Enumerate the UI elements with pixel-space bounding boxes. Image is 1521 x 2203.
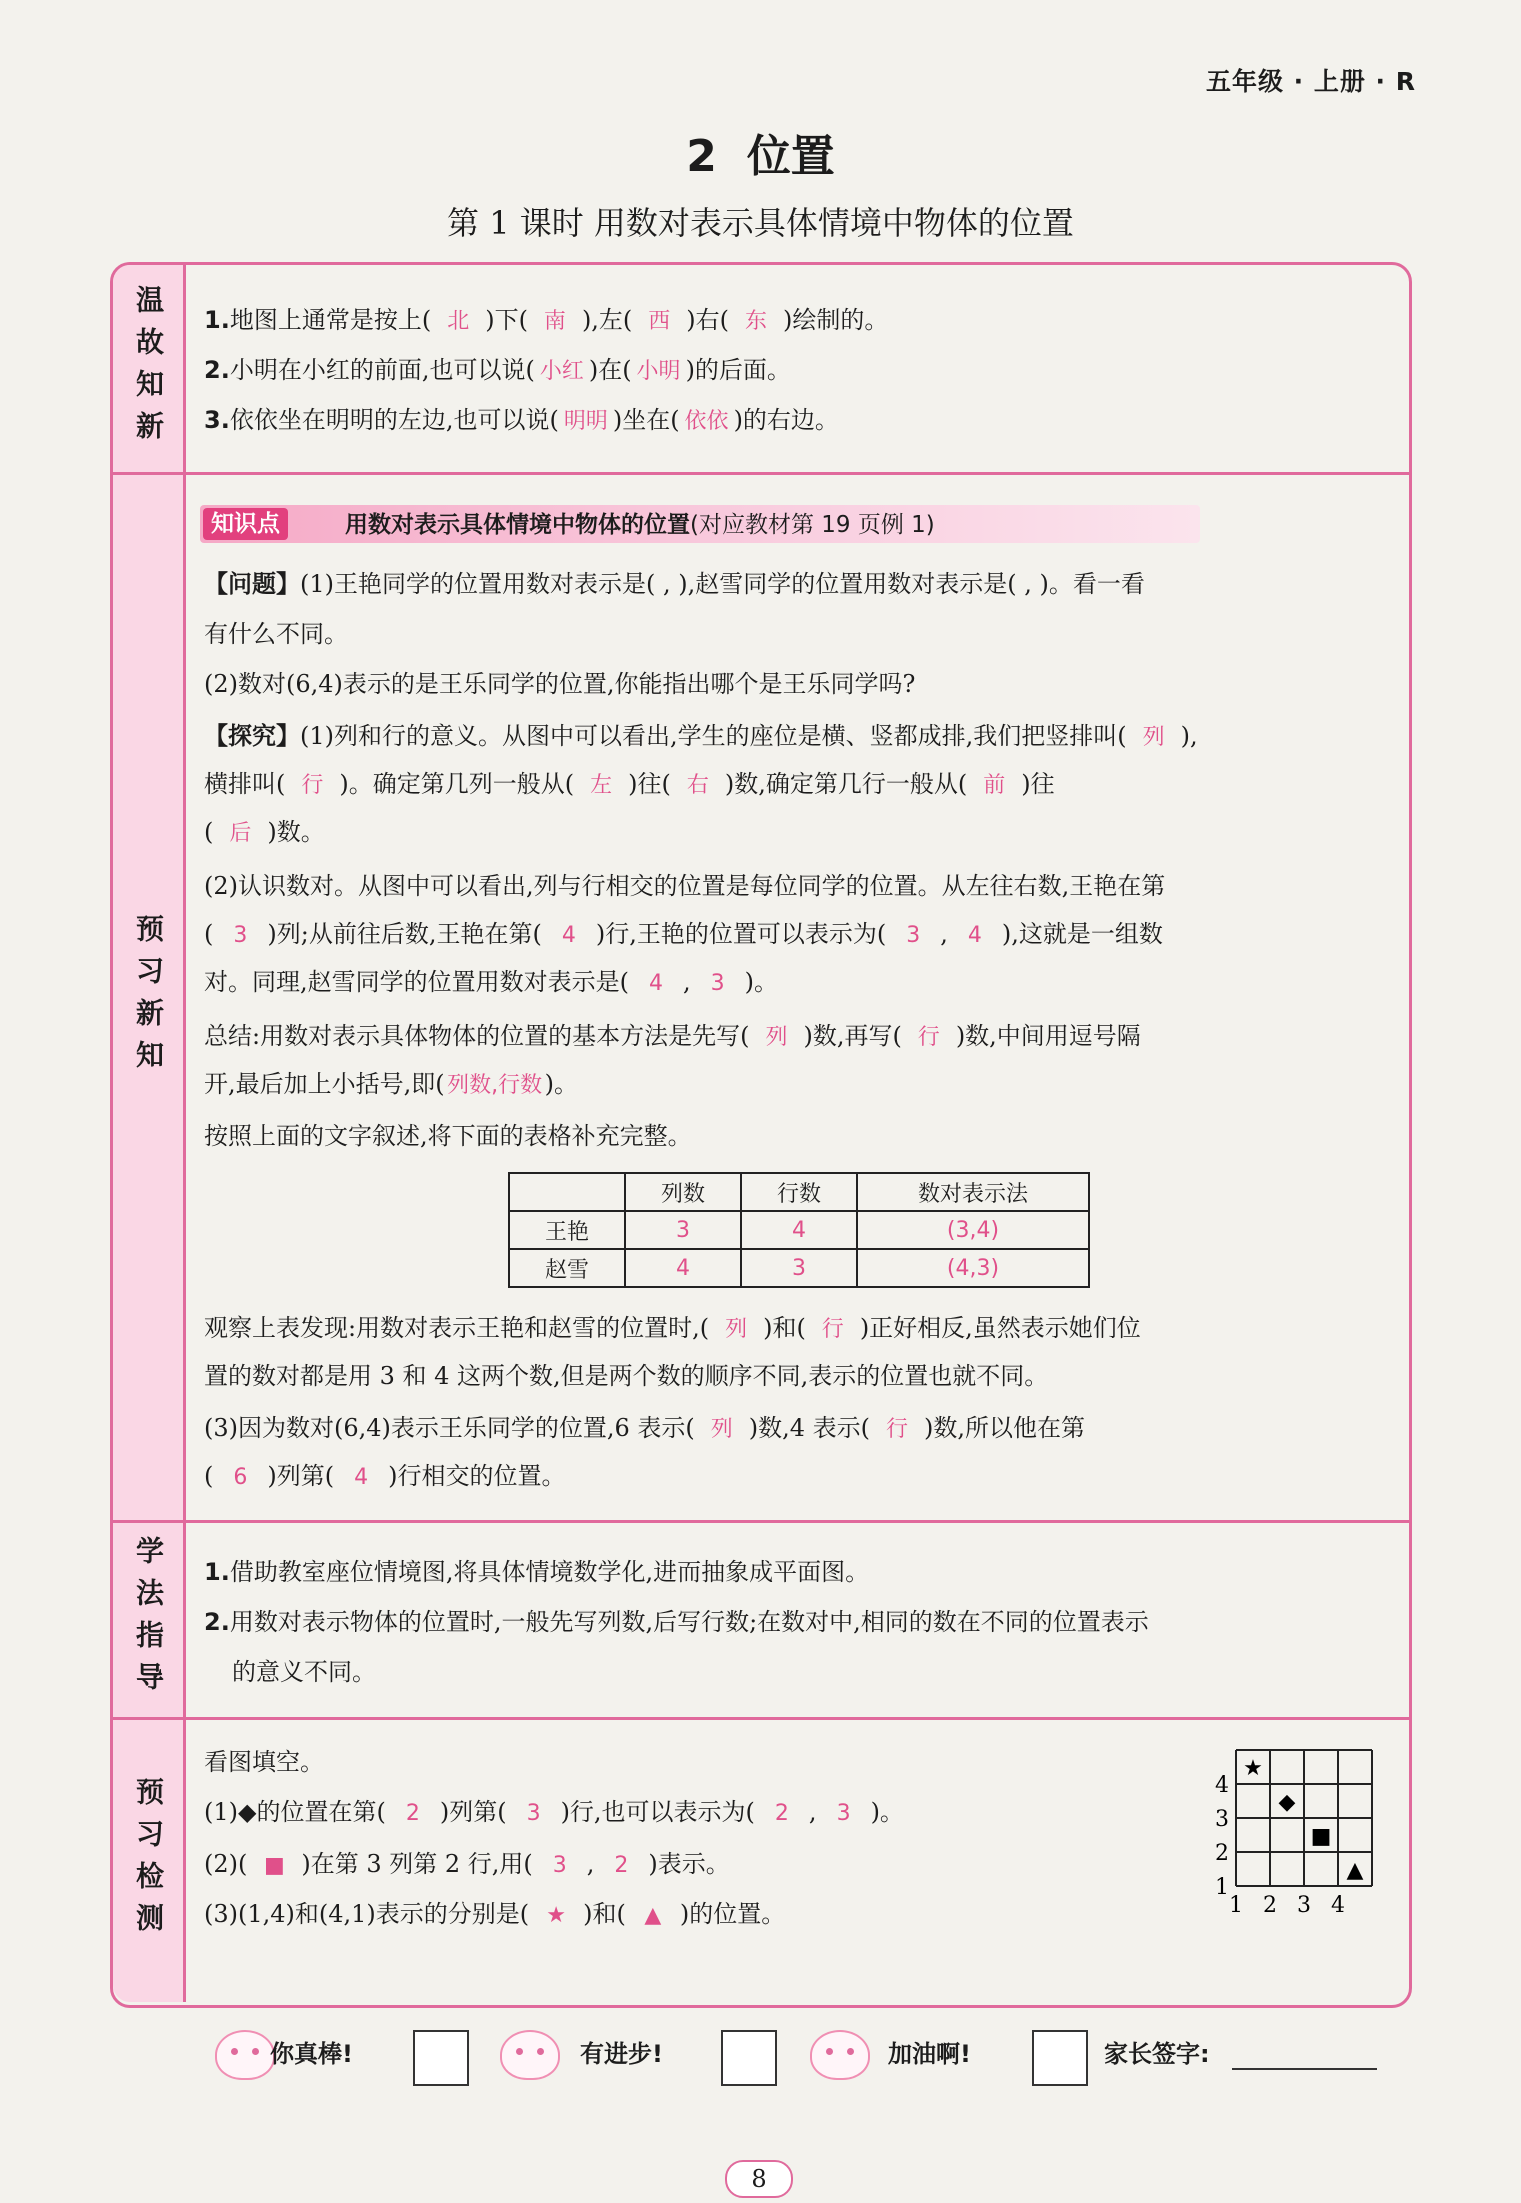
guide-item-1: 1.借助教室座位情境图,将具体情境数学化,进而抽象成平面图。 — [204, 1558, 870, 1586]
praise-cheer: 加油啊! — [888, 2040, 971, 2068]
guide-item-2: 2.用数对表示物体的位置时,一般先写列数,后写行数;在数对中,相同的数在不同的位置表示 — [204, 1608, 1149, 1636]
x-tick-label: 4 — [1331, 1893, 1345, 1918]
section-divider — [110, 1520, 1409, 1523]
answer: 3 — [836, 1801, 851, 1826]
table-header: 列数 — [625, 1173, 741, 1211]
table-cell: 赵雪 — [509, 1249, 625, 1287]
chapter-heading — [0, 120, 1521, 184]
answer: 后 — [229, 821, 252, 846]
section-label-preview: 预习新知 — [113, 475, 186, 1520]
table-header: 数对表示法 — [857, 1173, 1089, 1211]
progress-box[interactable] — [721, 2030, 777, 2086]
x-tick-label: 1 — [1229, 1893, 1243, 1918]
answer: 行 — [301, 773, 324, 798]
grid-symbol: ▲ — [1346, 1858, 1364, 1883]
answer: ■ — [263, 1853, 285, 1878]
observation-line2: 置的数对都是用 3 和 4 这两个数,但是两个数的顺序不同,表示的位置也就不同。 — [204, 1362, 1049, 1390]
answer: 行 — [917, 1025, 940, 1050]
table-cell: 4 — [625, 1249, 741, 1287]
cheer-box[interactable] — [1032, 2030, 1088, 2086]
coordinate-grid — [1206, 1746, 1376, 1922]
table-header: 行数 — [741, 1173, 857, 1211]
praise-great: 你真棒! — [270, 2040, 353, 2068]
table-cell: 王艳 — [509, 1211, 625, 1249]
answer: 3 — [233, 923, 248, 948]
table-cell: 3 — [741, 1249, 857, 1287]
answer: 右 — [686, 773, 709, 798]
y-tick-label: 3 — [1215, 1807, 1229, 1832]
guide-item-2-cont: 的意义不同。 — [232, 1658, 376, 1686]
section-label-check: 预习检测 — [113, 1720, 186, 2002]
y-tick-label: 2 — [1215, 1841, 1229, 1866]
answer: ★ — [546, 1903, 567, 1928]
answer: 列 — [1142, 725, 1165, 750]
answer: 4 — [561, 923, 576, 948]
section-label-review: 温故知新 — [113, 265, 186, 472]
x-tick-label: 3 — [1297, 1893, 1311, 1918]
answer: 明明 — [563, 409, 608, 434]
answer: 4 — [649, 971, 663, 996]
answer: 左 — [590, 773, 613, 798]
check-question-3: (3)(1,4)和(4,1)表示的分别是( ★ )和( ▲ )的位置。 — [204, 1898, 785, 1932]
answer: 南 — [543, 309, 566, 334]
answer: 3 — [552, 1853, 567, 1878]
y-tick-label: 4 — [1215, 1773, 1229, 1798]
explore-3-line2: ( 6 )列第( 4 )行相交的位置。 — [204, 1460, 565, 1494]
observation: 观察上表发现:用数对表示王艳和赵雪的位置时,( 列 )和( 行 )正好相反,虽然表示她们位 — [204, 1312, 1141, 1346]
grid-symbol: ■ — [1310, 1824, 1332, 1849]
answer: 列 — [725, 1317, 748, 1342]
explore-1: 【探究】(1)列和行的意义。从图中可以看出,学生的座位是横、竖都成排,我们把竖排叫( 列 ), — [204, 720, 1198, 754]
answer: 列 — [765, 1025, 788, 1050]
parent-sign-label: 家长签字: — [1104, 2040, 1210, 2068]
answer: 前 — [983, 773, 1006, 798]
section-label-guide: 学法指导 — [113, 1523, 186, 1717]
praise-progress: 有进步! — [580, 2040, 663, 2068]
smiley-icon — [215, 2030, 275, 2080]
section-divider — [110, 472, 1409, 475]
answer: ▲ — [644, 1903, 662, 1928]
check-question-2: (2)( ■ )在第 3 列第 2 行,用( 3 , 2 )表示。 — [204, 1848, 730, 1882]
knowledge-badge: 知识点 — [203, 508, 288, 540]
table-row — [509, 1249, 1089, 1287]
table-cell: 3 — [625, 1211, 741, 1249]
answer: 3 — [526, 1801, 541, 1826]
problem-1-cont: 有什么不同。 — [204, 620, 348, 648]
grid-symbol: ◆ — [1278, 1790, 1296, 1815]
answer: 行 — [886, 1417, 909, 1442]
answer: 西 — [648, 309, 671, 334]
table-cell: (3,4) — [857, 1211, 1089, 1249]
section-divider — [110, 1717, 1409, 1720]
answer: 依依 — [684, 409, 729, 434]
explore-1-line2: 横排叫( 行 )。确定第几列一般从( 左 )往( 右 )数,确定第几行一般从( 前 )往 — [204, 768, 1055, 802]
grade-label: 五年级 · 上册 · R — [1205, 67, 1416, 96]
answer: 列 — [710, 1417, 733, 1442]
explore-2-line3: 对。同理,赵雪同学的位置用数对表示是( 4 , 3 )。 — [204, 966, 778, 1000]
problem-2: (2)数对(6,4)表示的是王乐同学的位置,你能指出哪个是王乐同学吗? — [204, 670, 916, 698]
position-table — [508, 1172, 1090, 1288]
answer: 小红 — [539, 359, 584, 384]
table-cell: (4,3) — [857, 1249, 1089, 1287]
y-tick-label: 1 — [1215, 1875, 1229, 1900]
answer: 2 — [774, 1801, 789, 1826]
praise-box[interactable] — [413, 2030, 469, 2086]
review-question-2: 2.小明在小红的前面,也可以说( 小红 )在( 小明 )的后面。 — [204, 354, 791, 388]
answer: 小明 — [636, 359, 681, 384]
answer: 3 — [906, 923, 921, 948]
lesson-title: 第 1 课时 用数对表示具体情境中物体的位置 — [447, 204, 1074, 242]
answer: 2 — [614, 1853, 629, 1878]
parent-sign-line[interactable] — [1232, 2068, 1377, 2070]
explore-3: (3)因为数对(6,4)表示王乐同学的位置,6 表示( 列 )数,4 表示( 行 )数,所以他在第 — [204, 1412, 1085, 1446]
table-intro: 按照上面的文字叙述,将下面的表格补充完整。 — [204, 1122, 692, 1150]
knowledge-title: 用数对表示具体情境中物体的位置(对应教材第 19 页例 1) — [345, 512, 935, 538]
answer: 4 — [967, 923, 982, 948]
answer: 北 — [447, 309, 470, 334]
answer: 东 — [745, 309, 768, 334]
review-question-1: 1.地图上通常是按上( 北 )下( 南 ),左( 西 )右( 东 )绘制的。 — [204, 304, 888, 338]
check-question-1: (1)◆的位置在第( 2 )列第( 3 )行,也可以表示为( 2 , 3 )。 — [204, 1796, 904, 1830]
summary: 总结:用数对表示具体物体的位置的基本方法是先写( 列 )数,再写( 行 )数,中间用逗号隔 — [204, 1020, 1141, 1054]
problem-1: 【问题】(1)王艳同学的位置用数对表示是( , ),赵雪同学的位置用数对表示是( , )。看一看 — [204, 570, 1145, 598]
table-header-row — [509, 1173, 1089, 1211]
answer: 3 — [710, 971, 725, 996]
explore-2: (2)认识数对。从图中可以看出,列与行相交的位置是每位同学的位置。从左往右数,王艳在第 — [204, 872, 1166, 900]
chapter-number: 2 — [686, 131, 717, 182]
table-cell: 4 — [741, 1211, 857, 1249]
answer: 列数,行数 — [447, 1073, 543, 1098]
review-question-3: 3.依依坐在明明的左边,也可以说( 明明 )坐在( 依依 )的右边。 — [204, 404, 839, 438]
x-tick-label: 2 — [1263, 1893, 1277, 1918]
smiley-icon — [500, 2030, 560, 2080]
answer: 6 — [233, 1465, 248, 1490]
answer: 4 — [354, 1465, 369, 1490]
smiley-icon — [810, 2030, 870, 2080]
chapter-title: 位置 — [746, 131, 835, 182]
page-number: 8 — [725, 2160, 793, 2198]
answer: 2 — [405, 1801, 420, 1826]
check-intro: 看图填空。 — [204, 1748, 324, 1776]
table-header — [509, 1173, 625, 1211]
table-row — [509, 1211, 1089, 1249]
summary-line2: 开,最后加上小括号,即( 列数,行数 )。 — [204, 1068, 578, 1102]
explore-1-line3: ( 后 )数。 — [204, 816, 325, 850]
grid-symbol: ★ — [1243, 1756, 1263, 1781]
answer: 行 — [821, 1317, 844, 1342]
explore-2-line2: ( 3 )列;从前往后数,王艳在第( 4 )行,王艳的位置可以表示为( 3 , 4 ),这就是一组数 — [204, 918, 1163, 952]
